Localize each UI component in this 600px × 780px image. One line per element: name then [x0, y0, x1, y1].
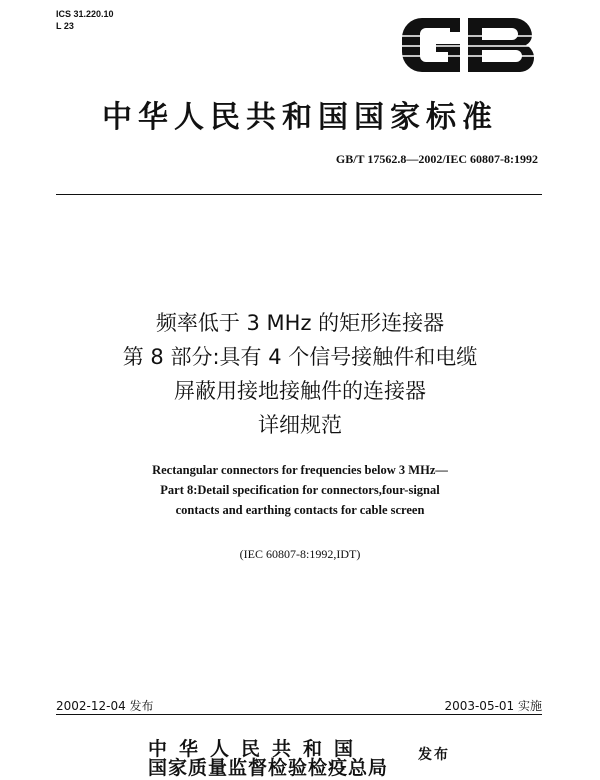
classification-codes: [56, 8, 114, 32]
title-cn-line-4: 详细规范: [258, 413, 342, 437]
issuer-line-1: 中华人民共和国: [148, 738, 366, 760]
issuer-line-2: 国家质量监督检验检疫总局: [148, 757, 389, 779]
title-en-line-2: Part 8:Detail specification for connectors,four-signal: [160, 483, 440, 497]
title-cn-line-3: 屏蔽用接地接触件的连接器: [174, 379, 426, 403]
ics-code: ICS 31.220.10: [56, 9, 114, 19]
title-en-line-3: contacts and earthing contacts for cable screen: [175, 503, 425, 517]
issue-date: 2002-12-04 发布: [56, 699, 154, 713]
equivalence-note: (IEC 60807-8:1992,IDT): [239, 547, 361, 561]
title-cn-line-2: 第 8 部分:具有 4 个信号接触件和电缆: [122, 345, 478, 369]
title-en-line-1: Rectangular connectors for frequencies below 3 MHz—: [152, 463, 448, 477]
gb-logo-mark: [402, 18, 534, 72]
implementation-date: 2003-05-01 实施: [444, 699, 542, 713]
title-cn-line-1: 频率低于 3 MHz 的矩形连接器: [155, 311, 445, 335]
bottom-divider: [56, 714, 542, 715]
org-title: 中华人民共和国国家标准: [102, 100, 498, 135]
ccs-code: L 23: [56, 21, 74, 31]
top-divider: [56, 194, 542, 195]
issue-verb: 发布: [418, 747, 450, 763]
standard-number: GB/T 17562.8—2002/IEC 60807-8:1992: [335, 152, 538, 166]
gb-logo: [392, 14, 540, 76]
